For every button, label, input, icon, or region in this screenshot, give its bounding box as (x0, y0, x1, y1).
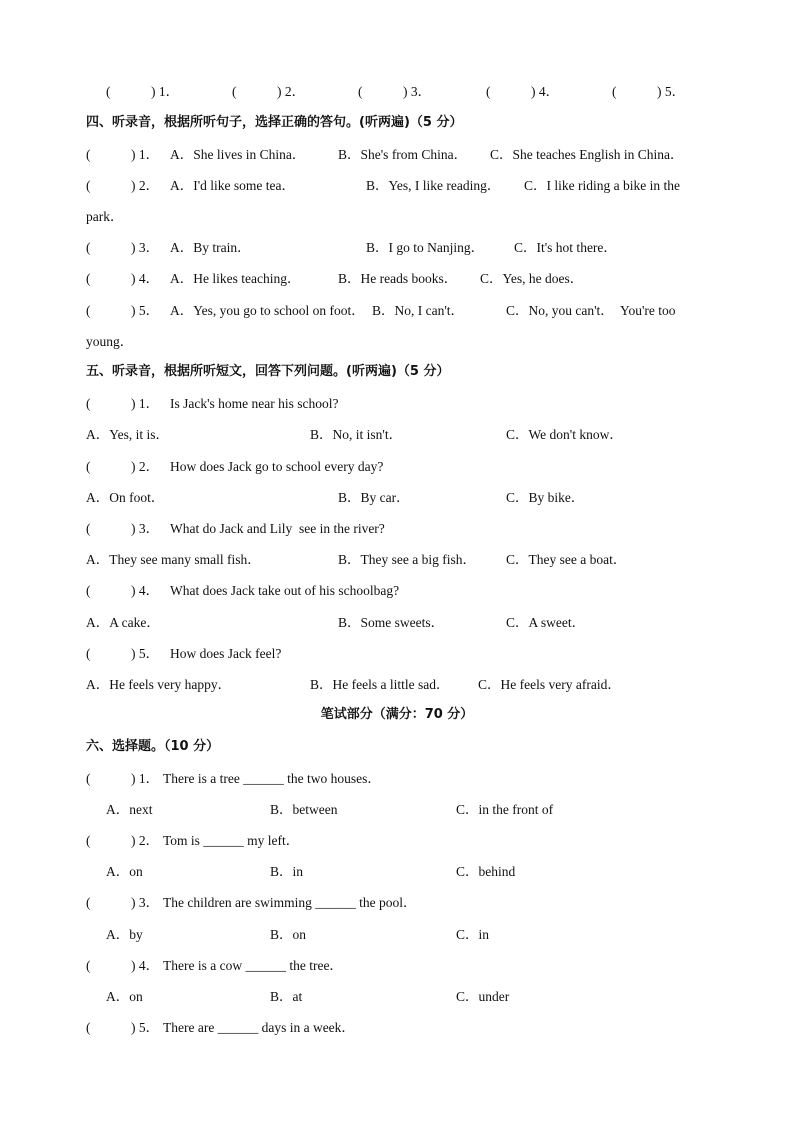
question-number: ( ) 4． (86, 958, 160, 973)
question-text: Tom is ______ my left． (163, 833, 300, 848)
question-text: What do Jack and Lily see in the river? (170, 521, 385, 536)
option-a: A．on (106, 864, 143, 879)
option-c: C．I like riding a bike in the (524, 178, 680, 193)
question-number: ( ) 2． (86, 833, 160, 848)
option-c: C．It's hot there． (514, 240, 617, 255)
question-text: There is a tree ______ the two houses． (163, 771, 381, 786)
option-a: A．She lives in China． (170, 147, 306, 162)
option-b: B．I go to Nanjing． (366, 240, 485, 255)
answer-blank-5: ( ) 5． (612, 84, 686, 99)
option-a: A．They see many small fish． (86, 552, 261, 567)
question-number: ( ) 3． (86, 240, 160, 255)
option-c: C．under (456, 989, 510, 1004)
option-c: C．behind (456, 864, 516, 879)
question-number: ( ) 3． (86, 895, 160, 910)
question-number: ( ) 1． (86, 147, 160, 162)
answer-blank-1: ( ) 1． (106, 84, 180, 99)
question-text: How does Jack feel? (170, 646, 282, 661)
answer-blank-3: ( ) 3． (358, 84, 432, 99)
option-a: A．on (106, 989, 143, 1004)
option-a: A．I'd like some tea． (170, 178, 296, 193)
written-part-title: 笔试部分（满分：70 分） (320, 707, 474, 722)
option-a: A．next (106, 802, 153, 817)
option-c: C．She teaches English in China． (490, 147, 684, 162)
question-number: ( ) 4． (86, 271, 160, 286)
option-a: A．By train． (170, 240, 251, 255)
question-number: ( ) 4． (86, 583, 160, 598)
option-c: C．He feels very afraid． (478, 677, 621, 692)
option-b: B．They see a big fish． (338, 552, 476, 567)
question-number: ( ) 5． (86, 303, 160, 318)
option-a: A．Yes, it is． (86, 427, 170, 442)
section-5-heading: 五、听录音，根据所听短文，回答下列问题。(听两遍)（5 分） (86, 364, 450, 379)
option-c: C．By bike． (506, 490, 585, 505)
option-c: C．No, you can't． You're too (506, 303, 676, 318)
question-number: ( ) 3． (86, 521, 160, 536)
question-text: The children are swimming ______ the pool． (163, 895, 417, 910)
option-c: C．Yes, he does． (480, 271, 584, 286)
option-c-continued: young． (86, 334, 134, 349)
question-text: There are ______ days in a week． (163, 1020, 355, 1035)
option-c: C．They see a boat． (506, 552, 627, 567)
question-number: ( ) 5． (86, 646, 160, 661)
option-b: B．Yes, I like reading． (366, 178, 501, 193)
option-c: C．in the front of (456, 802, 554, 817)
option-c: C．We don't know． (506, 427, 623, 442)
option-a: A．A cake． (86, 615, 160, 630)
question-text: There is a cow ______ the tree． (163, 958, 343, 973)
question-text: How does Jack go to school every day? (170, 459, 384, 474)
option-b: B．Some sweets． (338, 615, 445, 630)
option-b: B．No, it isn't． (310, 427, 403, 442)
option-b: B．between (270, 802, 338, 817)
option-a: A．He feels very happy． (86, 677, 232, 692)
answer-blank-2: ( ) 2． (232, 84, 306, 99)
section-6-heading: 六、选择题。（10 分） (86, 739, 220, 754)
answer-blank-4: ( ) 4． (486, 84, 560, 99)
question-number: ( ) 2． (86, 459, 160, 474)
question-text: Is Jack's home near his school? (170, 396, 339, 411)
option-c: C．A sweet． (506, 615, 586, 630)
option-a: A．Yes, you go to school on foot． (170, 303, 365, 318)
option-b: B．He feels a little sad． (310, 677, 450, 692)
section-4-heading: 四、听录音，根据所听句子，选择正确的答句。(听两遍)（5 分） (86, 115, 463, 130)
option-c: C．in (456, 927, 490, 942)
option-a: A．On foot． (86, 490, 165, 505)
option-c-continued: park． (86, 209, 124, 224)
question-number: ( ) 1． (86, 771, 160, 786)
option-a: A．He likes teaching． (170, 271, 301, 286)
option-b: B．on (270, 927, 307, 942)
option-b: B．He reads books． (338, 271, 458, 286)
option-b: B．at (270, 989, 303, 1004)
question-text: What does Jack take out of his schoolbag? (170, 583, 400, 598)
question-number: ( ) 2． (86, 178, 160, 193)
question-number: ( ) 5． (86, 1020, 160, 1035)
question-number: ( ) 1． (86, 396, 160, 411)
option-b: B．No, I can't． (372, 303, 465, 318)
option-b: B．in (270, 864, 304, 879)
option-b: B．By car． (338, 490, 410, 505)
option-b: B．She's from China． (338, 147, 468, 162)
option-a: A．by (106, 927, 143, 942)
